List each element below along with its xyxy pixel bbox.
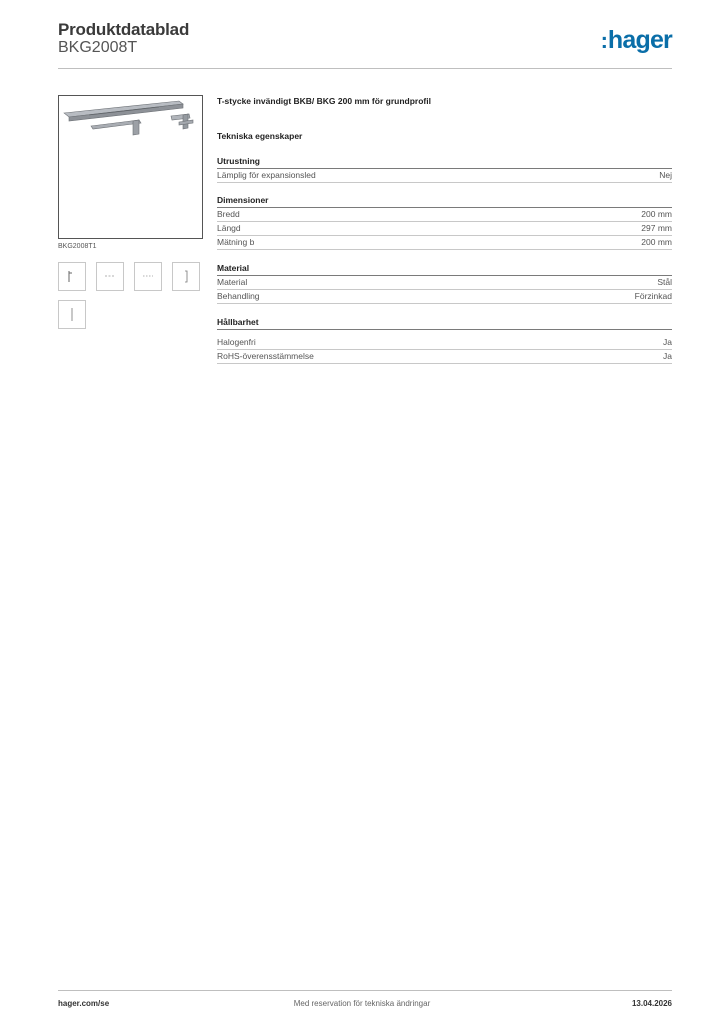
- spec-label: Material: [217, 277, 248, 287]
- hager-logo: :hager: [600, 26, 672, 54]
- section-heading: Material: [217, 263, 672, 276]
- spec-value: Ja: [663, 337, 672, 347]
- header-divider: [58, 68, 672, 69]
- spec-row: [217, 208, 672, 222]
- spec-value: 200 mm: [641, 209, 672, 219]
- footer-disclaimer: Med reservation för tekniska ändringar: [293, 999, 431, 1008]
- specs-heading: Tekniska egenskaper: [217, 131, 303, 141]
- document-type: Produktdatablad: [58, 20, 190, 39]
- spec-row: [217, 169, 672, 183]
- logo-text: hager: [607, 26, 672, 54]
- spec-row: [217, 350, 672, 364]
- thumbnail-1[interactable]: [58, 262, 86, 291]
- section-heading: Dimensioner: [217, 195, 672, 208]
- spec-label: Längd: [217, 223, 241, 233]
- spec-label: RoHS-överensstämmelse: [217, 351, 314, 361]
- product-drawing: [59, 96, 202, 238]
- spec-row: [217, 290, 672, 304]
- section-hallbarhet: [217, 317, 672, 364]
- spec-row: [217, 236, 672, 250]
- spec-value: 297 mm: [641, 223, 672, 233]
- section-material: [217, 263, 672, 304]
- spec-value: 200 mm: [641, 237, 672, 247]
- spec-row: [217, 276, 672, 290]
- thumbnail-2[interactable]: [96, 262, 124, 291]
- spec-value: Nej: [659, 170, 672, 180]
- spec-row: [217, 222, 672, 236]
- section-heading: Utrustning: [217, 156, 672, 169]
- product-code: BKG2008T: [58, 39, 138, 56]
- product-title: T-stycke invändigt BKB/ BKG 200 mm för grundprofil: [217, 96, 431, 106]
- spec-value: Förzinkad: [634, 291, 672, 301]
- spec-label: Bredd: [217, 209, 240, 219]
- section-utrustning: [217, 156, 672, 183]
- spec-label: Lämplig för expansionsled: [217, 170, 316, 180]
- spec-value: Stål: [657, 277, 672, 287]
- spec-label: Mätning b: [217, 237, 255, 247]
- footer-divider: [58, 990, 672, 991]
- spec-value: Ja: [663, 351, 672, 361]
- thumbnail-4[interactable]: [172, 262, 200, 291]
- document-header: [58, 20, 672, 70]
- spec-row: [217, 336, 672, 350]
- spec-label: Halogenfri: [217, 337, 256, 347]
- product-image: [58, 95, 203, 239]
- thumbnail-3[interactable]: [134, 262, 162, 291]
- thumbnail-5[interactable]: [58, 300, 86, 329]
- footer-date: 13.04.2026: [631, 999, 672, 1008]
- section-dimensioner: [217, 195, 672, 250]
- image-caption: BKG2008T1: [58, 243, 97, 250]
- footer-website-link[interactable]: hager.com/se: [58, 999, 110, 1008]
- spec-label: Behandling: [217, 291, 260, 301]
- section-heading: Hållbarhet: [217, 317, 672, 330]
